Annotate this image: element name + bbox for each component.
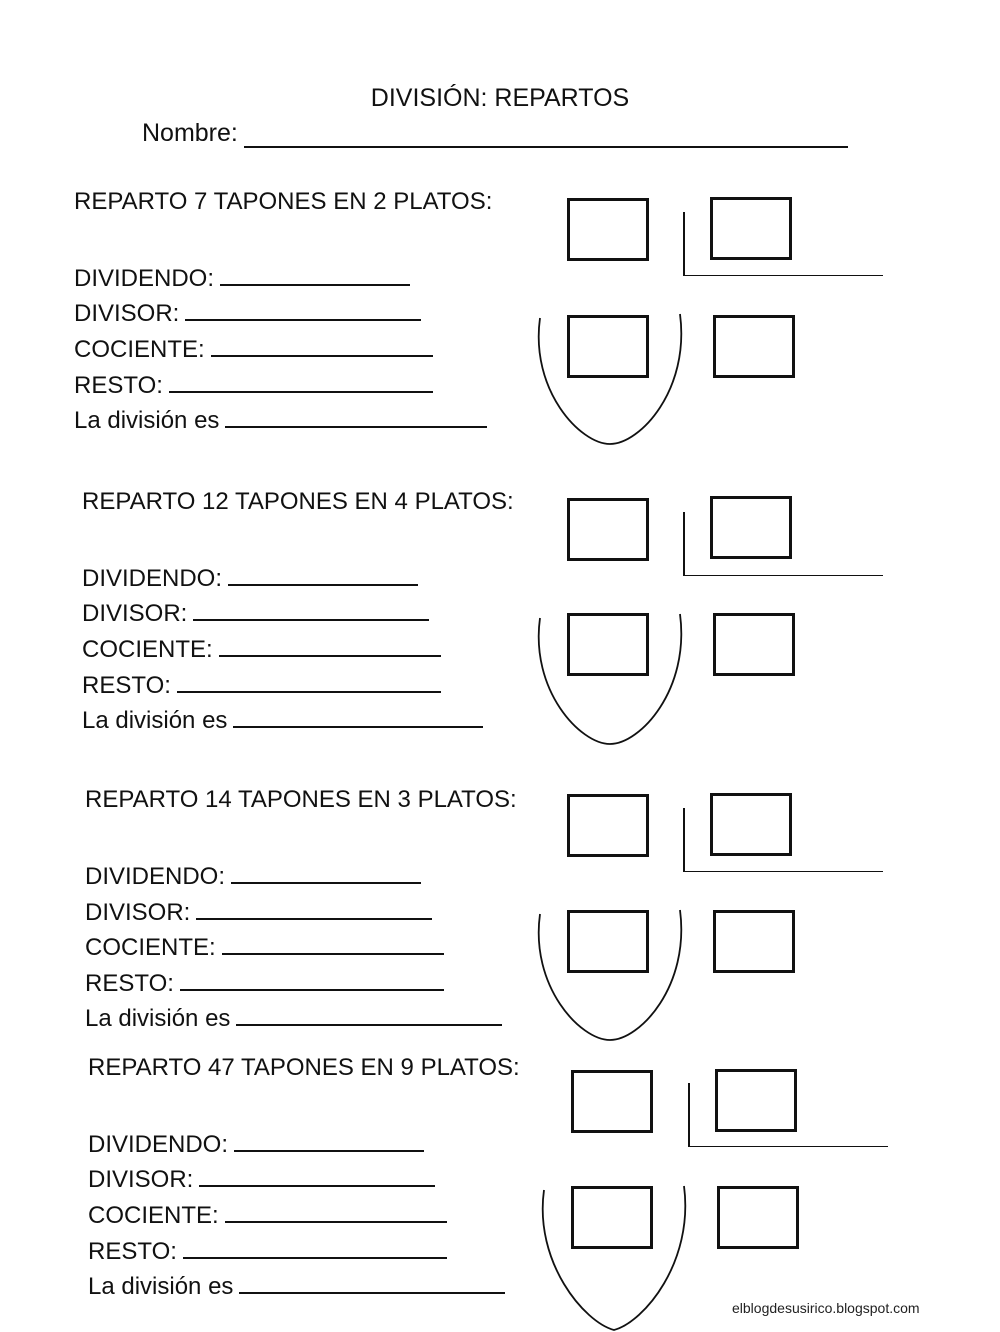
quotient-field bbox=[82, 631, 441, 664]
divisor-field bbox=[88, 1161, 435, 1194]
quotient-box[interactable] bbox=[713, 613, 795, 676]
section-heading: REPARTO 14 TAPONES EN 3 PLATOS: bbox=[85, 786, 517, 813]
section-heading: REPARTO 12 TAPONES EN 4 PLATOS: bbox=[82, 488, 514, 515]
remainder-field bbox=[82, 667, 441, 700]
field-label: DIVIDENDO: bbox=[82, 565, 223, 592]
remainder-box[interactable] bbox=[571, 1186, 653, 1249]
answer-line[interactable] bbox=[222, 929, 444, 955]
answer-line[interactable] bbox=[236, 1000, 502, 1026]
division-bracket-vertical bbox=[683, 512, 685, 576]
divisor-field bbox=[74, 295, 421, 328]
field-label: COCIENTE: bbox=[82, 636, 213, 663]
answer-line[interactable] bbox=[211, 331, 433, 357]
field-label: DIVISOR: bbox=[85, 899, 191, 926]
answer-line[interactable] bbox=[169, 367, 433, 393]
field-label: DIVISOR: bbox=[74, 300, 180, 327]
quotient-field bbox=[85, 929, 444, 962]
quotient-box[interactable] bbox=[713, 910, 795, 973]
field-label: La división es bbox=[88, 1273, 234, 1300]
field-label: RESTO: bbox=[74, 372, 163, 399]
field-label: DIVIDENDO: bbox=[74, 265, 215, 292]
remainder-box[interactable] bbox=[567, 613, 649, 676]
section-heading: REPARTO 7 TAPONES EN 2 PLATOS: bbox=[74, 188, 493, 215]
division-bracket-vertical bbox=[683, 808, 685, 872]
dividend-box[interactable] bbox=[571, 1070, 653, 1133]
answer-line[interactable] bbox=[185, 295, 421, 321]
divisor-field bbox=[82, 595, 429, 628]
divisor-box[interactable] bbox=[710, 496, 792, 559]
section-heading: REPARTO 47 TAPONES EN 9 PLATOS: bbox=[88, 1054, 520, 1081]
divisor-field bbox=[85, 894, 432, 927]
answer-line[interactable] bbox=[183, 1233, 447, 1259]
answer-line[interactable] bbox=[239, 1268, 505, 1294]
page-title: DIVISIÓN: REPARTOS bbox=[370, 84, 630, 112]
name-label: Nombre: bbox=[142, 119, 238, 147]
answer-line[interactable] bbox=[193, 595, 429, 621]
division-bracket-horizontal bbox=[683, 871, 883, 872]
field-label: DIVISOR: bbox=[82, 600, 188, 627]
field-label: RESTO: bbox=[85, 970, 174, 997]
answer-line[interactable] bbox=[199, 1161, 435, 1187]
field-label: La división es bbox=[74, 407, 220, 434]
answer-line[interactable] bbox=[177, 667, 441, 693]
answer-line[interactable] bbox=[219, 631, 441, 657]
answer-line[interactable] bbox=[233, 702, 483, 728]
answer-line[interactable] bbox=[180, 965, 444, 991]
field-label: DIVIDENDO: bbox=[88, 1131, 229, 1158]
footer-source: elblogdesusirico.blogspot.com bbox=[732, 1300, 920, 1316]
field-label: COCIENTE: bbox=[88, 1202, 219, 1229]
answer-line[interactable] bbox=[228, 560, 418, 586]
field-label: COCIENTE: bbox=[74, 336, 205, 363]
answer-line[interactable] bbox=[234, 1126, 424, 1152]
division-type-field bbox=[88, 1268, 505, 1301]
answer-line[interactable] bbox=[225, 1197, 447, 1223]
remainder-field bbox=[74, 367, 433, 400]
dividend-field bbox=[85, 858, 421, 891]
quotient-box[interactable] bbox=[717, 1186, 799, 1249]
remainder-field bbox=[85, 965, 444, 998]
remainder-box[interactable] bbox=[567, 910, 649, 973]
division-bracket-horizontal bbox=[683, 575, 883, 576]
division-bracket-vertical bbox=[688, 1083, 690, 1147]
field-label: La división es bbox=[82, 707, 228, 734]
answer-line[interactable] bbox=[231, 858, 421, 884]
answer-line[interactable] bbox=[225, 402, 487, 428]
quotient-box[interactable] bbox=[713, 315, 795, 378]
division-bracket-horizontal bbox=[688, 1146, 888, 1147]
field-label: RESTO: bbox=[82, 672, 171, 699]
field-label: RESTO: bbox=[88, 1238, 177, 1265]
field-label: DIVISOR: bbox=[88, 1166, 194, 1193]
remainder-box[interactable] bbox=[567, 315, 649, 378]
dividend-box[interactable] bbox=[567, 794, 649, 857]
quotient-field bbox=[74, 331, 433, 364]
divisor-box[interactable] bbox=[715, 1069, 797, 1132]
quotient-field bbox=[88, 1197, 447, 1230]
divisor-box[interactable] bbox=[710, 793, 792, 856]
division-type-field bbox=[82, 702, 483, 735]
division-type-field bbox=[85, 1000, 502, 1033]
answer-line[interactable] bbox=[196, 894, 432, 920]
dividend-field bbox=[88, 1126, 424, 1159]
field-label: La división es bbox=[85, 1005, 231, 1032]
dividend-field bbox=[82, 560, 418, 593]
field-label: COCIENTE: bbox=[85, 934, 216, 961]
field-label: DIVIDENDO: bbox=[85, 863, 226, 890]
dividend-box[interactable] bbox=[567, 498, 649, 561]
division-type-field bbox=[74, 402, 487, 435]
remainder-field bbox=[88, 1233, 447, 1266]
